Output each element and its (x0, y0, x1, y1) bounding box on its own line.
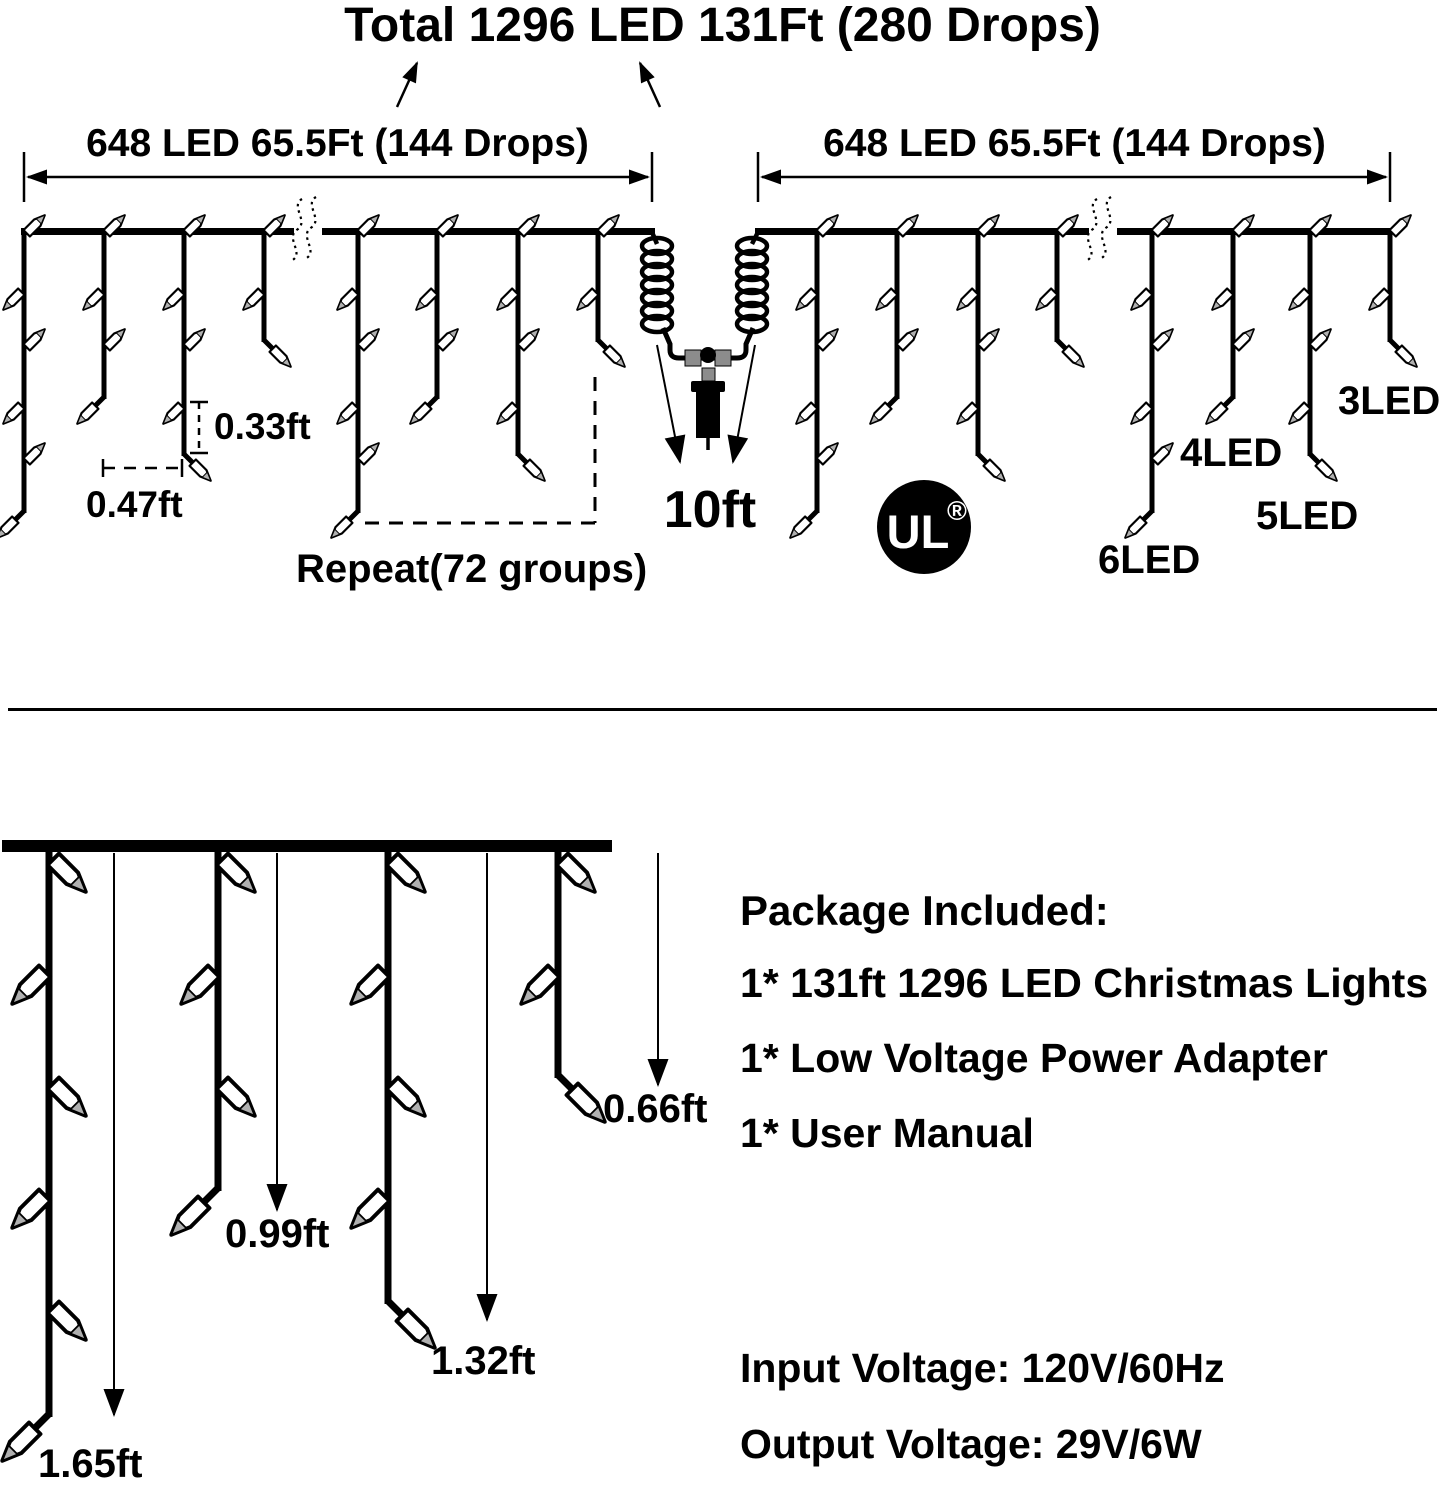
led-bulb-icon (1152, 440, 1176, 464)
led-bulb-icon (574, 289, 598, 313)
led-bulb-icon (494, 403, 518, 427)
led-bulb-icon (48, 854, 92, 898)
led-bulb-icon (1128, 289, 1152, 313)
led-bulb-icon (557, 854, 601, 898)
divider-line (8, 708, 1437, 711)
led-bulb-icon (817, 326, 841, 350)
led-bulb-icon (897, 326, 921, 350)
led-bulb-icon (0, 289, 24, 313)
drop-spacing-label: 0.47ft (86, 484, 183, 525)
drop-type-label-6led: 6LED (1098, 538, 1201, 582)
led-bulb-icon (387, 854, 431, 898)
led-bulb-icon (166, 1197, 210, 1241)
led-bulb-icon (1286, 289, 1310, 313)
led-bulb-icon (7, 966, 51, 1010)
led-bulb-icon (48, 1302, 92, 1346)
package-item-manual: 1* User Manual (740, 1110, 1034, 1156)
bottom-detail-diagram (0, 840, 658, 1466)
led-bulb-icon (1286, 403, 1310, 427)
led-bulb-icon (1310, 326, 1334, 350)
led-bulb-icon (176, 966, 220, 1010)
left-segment-label: 648 LED 65.5Ft (144 Drops) (86, 122, 589, 165)
led-bulb-icon (524, 460, 548, 484)
led-bulb-icon (867, 403, 891, 427)
led-bulb-icon (48, 1078, 92, 1122)
led-bulb-icon (1390, 212, 1414, 236)
diagram-title: Total 1296 LED 131Ft (280 Drops) (344, 0, 1101, 52)
led-bulb-icon (190, 460, 214, 484)
repeat-group-label: Repeat(72 groups) (296, 547, 648, 591)
led-bulb-icon (104, 326, 128, 350)
power-cord-assembly (642, 232, 767, 462)
led-bulb-icon (7, 1190, 51, 1234)
output-voltage-text: Output Voltage: 29V/6W (740, 1421, 1202, 1467)
led-bulb-icon (0, 403, 24, 427)
led-bulb-icon (346, 1190, 390, 1234)
led-bulb-icon (1396, 346, 1420, 370)
led-bulb-icon (1316, 460, 1340, 484)
led-bulb-icon (160, 403, 184, 427)
led-bulb-icon (0, 517, 18, 541)
drop-type-label-5led: 5LED (1256, 494, 1359, 538)
ul-logo-text: UL (886, 505, 950, 558)
input-voltage-text: Input Voltage: 120V/60Hz (740, 1345, 1225, 1391)
package-item-lights: 1* 131ft 1296 LED Christmas Lights (740, 960, 1429, 1006)
led-bulb-icon (74, 403, 98, 427)
led-bulb-icon (24, 326, 48, 350)
led-bulb-icon (604, 346, 628, 370)
right-segment-label: 648 LED 65.5Ft (144 Drops) (823, 122, 1326, 165)
ul-badge (877, 480, 971, 574)
package-item-adapter: 1* Low Voltage Power Adapter (740, 1035, 1328, 1081)
led-bulb-icon (387, 1078, 431, 1122)
package-heading: Package Included: (740, 887, 1109, 934)
led-bulb-icon (793, 403, 817, 427)
drop-length-label-165: 1.65ft (38, 1442, 143, 1486)
led-bulb-icon (240, 289, 264, 313)
led-bulb-icon (407, 403, 431, 427)
led-bulb-icon (1209, 289, 1233, 313)
led-bulb-icon (984, 460, 1008, 484)
led-bulb-icon (80, 289, 104, 313)
led-bulb-icon (518, 326, 542, 350)
led-bulb-icon (1233, 326, 1257, 350)
led-bulb-icon (270, 346, 294, 370)
led-bulb-icon (334, 403, 358, 427)
led-bulb-icon (516, 966, 560, 1010)
led-bulb-icon (184, 326, 208, 350)
led-bulb-icon (954, 403, 978, 427)
led-bulb-icon (413, 289, 437, 313)
power-cord-length-label: 10ft (663, 481, 757, 539)
drop-length-label-066: 0.66ft (603, 1087, 708, 1131)
led-bulb-icon (1033, 289, 1057, 313)
led-bulb-icon (817, 440, 841, 464)
led-bulb-icon (217, 854, 261, 898)
led-bulb-icon (346, 966, 390, 1010)
led-bulb-icon (0, 1423, 40, 1467)
led-bulb-icon (1152, 326, 1176, 350)
led-bulb-icon (1366, 289, 1390, 313)
drop-type-label-3led: 3LED (1338, 379, 1441, 423)
led-bulb-icon (160, 289, 184, 313)
drop-type-label-4led: 4LED (1180, 431, 1283, 475)
led-bulb-icon (793, 289, 817, 313)
led-bulb-icon (334, 289, 358, 313)
led-bulb-icon (787, 517, 811, 541)
led-bulb-icon (954, 289, 978, 313)
led-bulb-icon (24, 440, 48, 464)
led-bulb-icon (358, 326, 382, 350)
led-bulb-icon (1128, 403, 1152, 427)
drop-length-label-132: 1.32ft (431, 1339, 536, 1383)
led-bulb-icon (1063, 346, 1087, 370)
led-bulb-icon (217, 1078, 261, 1122)
led-bulb-icon (1203, 403, 1227, 427)
led-bulb-icon (494, 289, 518, 313)
ul-registered-icon: ® (947, 496, 967, 526)
led-bulb-icon (328, 517, 352, 541)
led-bulb-icon (978, 326, 1002, 350)
led-bulb-icon (358, 440, 382, 464)
bulb-spacing-label: 0.33ft (214, 406, 311, 447)
led-bulb-icon (873, 289, 897, 313)
led-bulb-icon (437, 326, 461, 350)
drop-length-label-099: 0.99ft (225, 1212, 330, 1256)
